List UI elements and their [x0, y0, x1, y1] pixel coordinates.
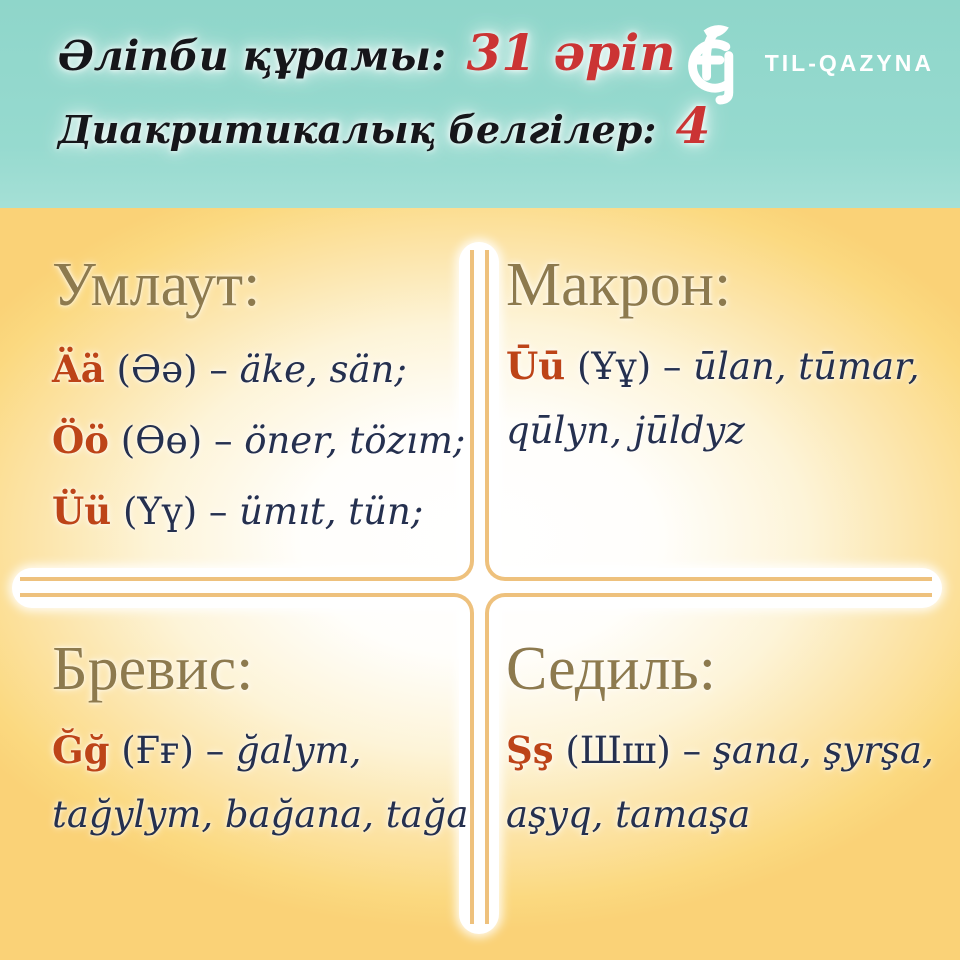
dash-separator: –: [682, 729, 702, 772]
logo-text: TIL-QAZYNA: [764, 49, 934, 76]
latin-letters: Üü: [52, 489, 112, 533]
diacritics-count-value: 4: [675, 96, 711, 155]
letter-entry: [506, 718, 942, 847]
quadrant-title: Бревис:: [52, 635, 254, 703]
quadrant-title: Седиль:: [506, 635, 716, 703]
cyrillic-letters: (Ұұ): [576, 345, 652, 388]
quadrant-title: Макрон:: [506, 251, 732, 319]
alphabet-count-value: 31 әріп: [466, 23, 676, 82]
quadrant-breve: [52, 636, 484, 847]
dash-separator: –: [662, 345, 682, 388]
example-words: ğalym, tağylym, bağana, tağa: [52, 729, 469, 836]
cyrillic-letters: (Үү): [122, 490, 198, 533]
letter-entry: [52, 405, 484, 476]
dash-separator: –: [213, 419, 233, 462]
letter-entry: [52, 718, 484, 847]
til-qazyna-logo-icon: [677, 20, 751, 106]
example-words: äke, sän;: [239, 348, 407, 391]
latin-letters: Şş: [506, 728, 554, 772]
example-words: şana, şyrşa, aşyq, tamaşa: [506, 729, 934, 836]
logo-leaf-shape: [703, 25, 728, 38]
latin-letters: Ğğ: [52, 728, 110, 772]
diacritics-count-label: Диакритикалық белгілер:: [58, 107, 657, 152]
latin-letters: Ūū: [506, 344, 566, 388]
quadrant-cedilla: [506, 636, 942, 847]
alphabet-count-line: [58, 24, 710, 85]
quadrant-title: Умлаут:: [52, 251, 261, 319]
cyrillic-letters: (Өө): [120, 419, 203, 462]
example-words: ümıt, tün;: [239, 490, 424, 533]
letter-entry: [52, 334, 484, 405]
logo: [677, 20, 934, 106]
example-words: öner, tözım;: [244, 419, 466, 462]
diacritics-count-line: [58, 96, 711, 157]
dash-separator: –: [208, 490, 228, 533]
cyrillic-letters: (Шш): [565, 729, 671, 772]
dash-separator: –: [205, 729, 225, 772]
quadrant-umlaut: [52, 252, 484, 547]
header-band: [0, 0, 960, 208]
quadrant-macron: [506, 252, 942, 463]
header-text-block: [58, 24, 710, 157]
cyrillic-letters: (Ғғ): [121, 729, 194, 772]
cyrillic-letters: (Әә): [116, 348, 198, 391]
latin-letters: Öö: [52, 418, 109, 462]
content-area: [0, 208, 960, 960]
latin-letters: Ää: [52, 347, 105, 391]
alphabet-count-label: Әліпби құрамы:: [58, 32, 447, 80]
dash-separator: –: [209, 348, 228, 391]
letter-entry: [52, 476, 484, 547]
example-words: ūlan, tūmar, qūlyn, jūldyz: [506, 345, 920, 452]
letter-entry: [506, 334, 942, 463]
